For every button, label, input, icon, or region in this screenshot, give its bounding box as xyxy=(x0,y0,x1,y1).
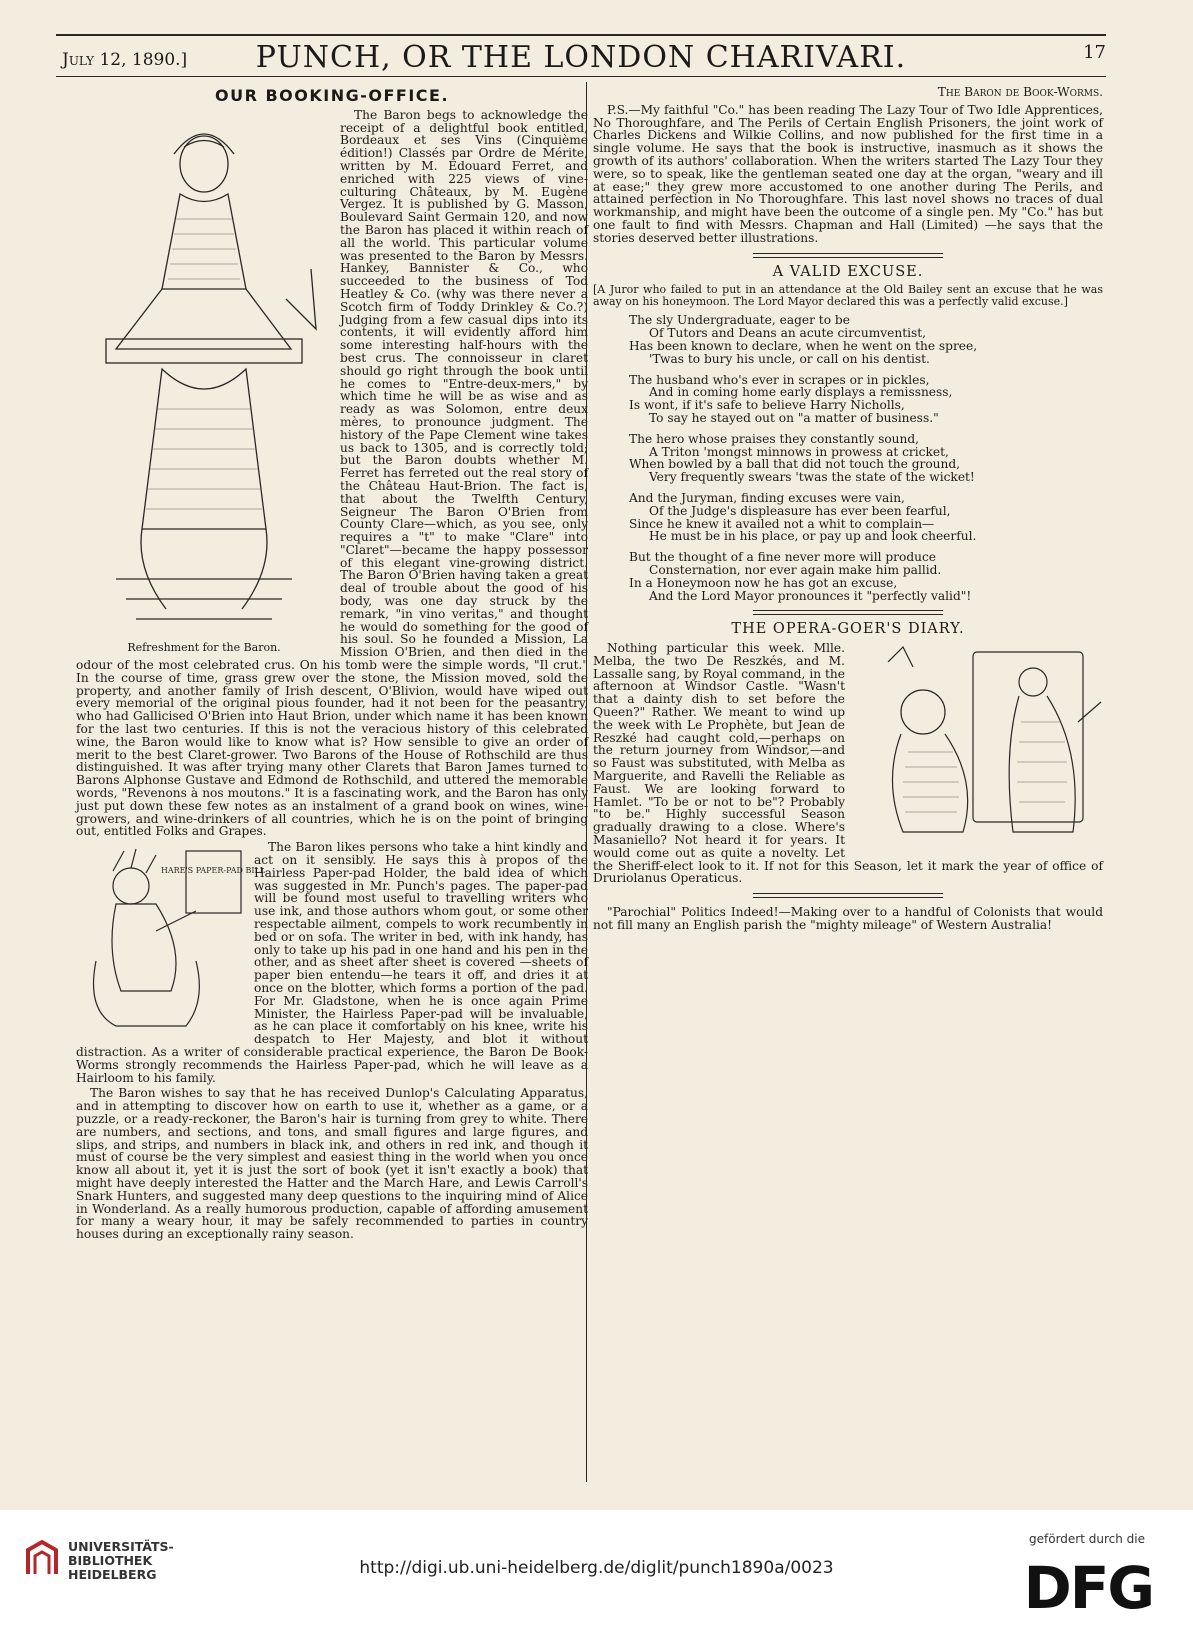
valid-excuse-note: [A Juror who failed to put in an attendance at the Old Bailey sent an excuse that he was away on his honeymoon. The Lord Mayor declared this was a perfectly valid excuse.] xyxy=(593,283,1103,309)
opera-diary-text: Nothing particular this week. Mlle. Melba, the two De Reszkés, and M. Lassalle sang, by Royal command, in the afternoon at Windsor Castle. "Wasn't that a dainty dish to set before the Queen?" Rather. We meant to wind up the week with Le Prophète, but Jean de Reszké had caught cold,—perhaps on the return journey from Windsor,—and so Faust was substituted, with Melba as Marguerite, and Ravelli the Reliable as Faust. We are looking forward to Hamlet. "To be or not to be"? Probably "to be." Highly successful Season gradually drawing to a close. Where's Masaniello? Not heard it for years. It would come out as quite a novelty. Let the Sheriff-elect look to it. If not for this Season, let it mark the year of office of Druriolanus Operaticus. xyxy=(593,641,1103,886)
poem-line: The sly Undergraduate, eager to be xyxy=(629,313,850,328)
poem-line: The hero whose praises they constantly sound, xyxy=(629,431,920,446)
library-line: HEIDELBERG xyxy=(68,1567,157,1582)
poem-line: When bowled by a ball that did not touch the ground, xyxy=(629,457,961,472)
waitress-engraving-icon xyxy=(76,109,332,639)
funded-by-label: gefördert durch die xyxy=(1029,1532,1145,1546)
poem-line: In a Honeymoon now he has got an excuse, xyxy=(629,575,898,590)
page-sheet xyxy=(56,34,1106,1497)
poem-line: Very frequently swears 'twas the state of the wicket! xyxy=(649,470,975,485)
poem-stanza-5 xyxy=(629,551,1103,602)
issue-date: July 12, 1890.] xyxy=(62,50,188,70)
poem-line: Consternation, nor ever again make him pallid. xyxy=(649,562,942,577)
section-separator xyxy=(753,253,943,258)
poem-stanza-4 xyxy=(629,492,1103,543)
opera-singers-engraving-icon xyxy=(853,642,1103,842)
poem-line: He must be in his place, or pay up and look cheerful. xyxy=(649,529,977,544)
refreshment-illustration xyxy=(76,109,332,655)
source-url-link[interactable]: http://digi.ub.uni-heidelberg.de/diglit/punch1890a/0023 xyxy=(359,1558,834,1578)
masthead xyxy=(56,34,1106,77)
publication-title: PUNCH, OR THE LONDON CHARIVARI. xyxy=(255,40,907,75)
booking-signoff: The Baron de Book-Worms. xyxy=(937,85,1103,99)
booking-office-heading: OUR BOOKING-OFFICE. xyxy=(214,86,450,105)
baron-in-chair-icon xyxy=(76,841,266,1031)
poem-stanza-2 xyxy=(629,374,1103,425)
library-line: BIBLIOTHEK xyxy=(68,1553,153,1568)
parochial-politics-text: "Parochial" Politics Indeed!—Making over to a handful of Colonists that would not fill many an English parish the "mighty mileage" of Western Australia! xyxy=(593,905,1103,933)
poem-line: And in coming home early displays a remissness, xyxy=(649,385,953,400)
poem-line: A Triton 'mongst minnows in prowess at cricket, xyxy=(649,444,949,459)
paper-pad-illustration xyxy=(76,841,266,1034)
poem-line: The husband who's ever in scrapes or in pickles, xyxy=(629,372,930,387)
section-separator xyxy=(753,893,943,898)
poem-stanza-1 xyxy=(629,314,1103,365)
opera-diary-heading: THE OPERA-GOER'S DIARY. xyxy=(731,621,965,638)
valid-excuse-poem xyxy=(629,314,1103,602)
section-separator xyxy=(753,610,943,615)
left-column xyxy=(76,86,588,1244)
poem-line: Has been known to declare, when he went on the spree, xyxy=(629,338,978,353)
booking-paragraph-2: The Baron likes persons who take a hint kindly and act on it sensibly. He says this à propos of the Hairless Paper-pad Holder, the bald idea of which was suggested in Mr. Punch's pages. The paper-pad will be found most useful to travelling writers who use ink, and those authors whom gout, or some other respectable ailment, compels to work recumbently in bed or on sofa. The writer in bed, with ink handy, has only to take up his pad in one hand and his pen in the other, and as sheet after sheet is covered —sheets of paper bien entendu—he tears it off, and dries it at once on the blotter, which forms a portion of the pad. For Mr. Gladstone, when he is once again Prime Minister, the Hairless Paper-pad will be invaluable, as he can place it comfortably on his knee, write his despatch to Her Majesty, and blot it without distraction. As a writer of considerable practical experience, the Baron De Book-Worms strongly recommends the Hairless Paper-pad, which he will leave as a Hairloom to his family. xyxy=(76,840,588,1085)
booking-paragraph-1: The Baron begs to acknowledge the receipt of a delightful book entitled, Bordeaux et ses Vins (Cinquième édition!) Classés par Ordre de Mérite, written by M. Edouard Ferret, and enriched with 225 views of vine-culturing Châteaux, by M. Eugène Vergez. It is published by G. Masson, Boulevard Saint Germain 120, and now the Baron has placed it within reach of all the world. This particular volume was presented to the Baron by Messrs. Hankey, Bannister & Co., who succeeded to the business of Tod Heatley & Co. (why was there never a Scotch firm of Toddy Drinkley & Co.?) Judging from a few casual dips into its contents, it will evidently afford him some interesting half-hours with the best crus. The connoisseur in claret should go right through the book until he comes to "Entre-deux-mers," by which time he will be as wise and as ready as was Solomon, entre deux mères, to pronounce judgment. The history of the Pape Clement wine takes us back to 1305, and is correctly told; but the Baron doubts whether M. Ferret has ferreted out the real story of the Château Haut-Brion. The fact is, that about the Twelfth Century, Seigneur The Baron O'Brien from County Clare—which, as you see, only requires a "t" to make "Clare" into "Claret"—became the happy possessor of this elegant vine-growing district. The Baron O'Brien having taken a great deal of trouble about the good of his body, was one day struck by the remark, "in vino veritas," and thought he would do something for the good of his soul. So he founded a Mission, La Mission O'Brien, and then died in the odour of the most celebrated crus. On his tomb were the simple words, "Il crut." In the course of time, grass grew over the stone, the Mission moved, sold the property, and another family of Irish descent, O'Blivion, would have wiped out every memorial of the original pious founder, had it not been for the peasantry, who had Gallicised O'Brien into Haut Brion, under which name it has been known for the last two centuries. If this is not the veracious history of this celebrated wine, the Baron would like to know what is? How sensible to give an order of merit to the best Claret-grower. Two Barons of the House of Rothschild are thus distinguished. It was after trying many other Clarets that Baron James turned to Barons Alphonse Gustave and Edmond de Rothschild, and uttered the memorable words, "Revenons à nos moutons." It is a fascinating work, and the Baron has only just put down these few notes as an instalment of a grand book on wines, wine-growers, and wine-drinkers of all countries, which he is on the point of bringing out, entitled Folks and Grapes. xyxy=(76,107,588,839)
pad-sign-text: HARE'S PAPER-PAD BILL xyxy=(160,866,266,876)
digitization-footer xyxy=(0,1510,1193,1632)
poem-line: Of the Judge's displeasure has ever been fearful, xyxy=(649,503,951,518)
poem-line: Is wont, if it's safe to believe Harry Nicholls, xyxy=(629,398,905,413)
poem-line: Of Tutors and Deans an acute circumventist, xyxy=(649,326,927,341)
dfg-logo: DFG xyxy=(1023,1554,1153,1622)
poem-stanza-3 xyxy=(629,433,1103,484)
booking-postscript: P.S.—My faithful "Co." has been reading The Lazy Tour of Two Idle Apprentices, No Thoroughfare, and The Perils of Certain English Prisoners, the joint work of Charles Dickens and Wilkie Collins, and now published for the first time in a single volume. He says that the book is instructive, inasmuch as it shows the growth of its authors' collaboration. When the writers started The Lazy Tour they were, so to speak, like the gentleman seated one day at the organ, "weary and ill at ease;" they grew more accustomed to one another during The Perils, and attained perfection in No Thoroughfare. This last novel shows no traces of dual workmanship, and might have been the outcome of a single pen. My "Co." has but one fault to find with Messrs. Chapman and Hall (Limited) —he says that the stories deserved better illustrations. xyxy=(593,102,1103,245)
poem-line: 'Twas to bury his uncle, or call on his dentist. xyxy=(649,351,930,366)
poem-line: Since he knew it availed not a whit to complain— xyxy=(629,516,935,531)
opera-illustration xyxy=(853,642,1103,845)
poem-line: But the thought of a fine never more will produce xyxy=(629,550,937,565)
right-column xyxy=(593,86,1103,935)
illustration-caption: Refreshment for the Baron. xyxy=(127,640,281,654)
poem-line: And the Lord Mayor pronounces it "perfectly valid"! xyxy=(649,588,972,603)
valid-excuse-heading: A VALID EXCUSE. xyxy=(772,263,924,280)
poem-line: To say he stayed out on "a matter of business." xyxy=(649,410,939,425)
poem-line: And the Juryman, finding excuses were vain, xyxy=(629,490,905,505)
library-line: UNIVERSITÄTS- xyxy=(68,1539,174,1554)
page-number: 17 xyxy=(1083,42,1106,63)
booking-paragraph-3: The Baron wishes to say that he has received Dunlop's Calculating Apparatus, and in attempting to discover how on earth to use it, whether as a game, or a puzzle, or a ready-reckoner, the Baron's hair is turning from grey to white. There are numbers, and sections, and tons, and small figures and large figures, and slips, and strips, and numbers in black ink, and others in red ink, and though it must of course be the very simplest and easiest thing in the world when you once know all about it, yet it is just the sort of book (yet it isn't exactly a book) that might have deeply interested the Hatter and the March Hare, and Lewis Carroll's Snark Hunters, and suggested many deep questions to the inquiring mind of Alice in Wonderland. As a really humorous production, capable of affording amusement for many a weary hour, it may be safely recommended to parties in country houses during an exceptionally rainy season. xyxy=(76,1086,588,1242)
